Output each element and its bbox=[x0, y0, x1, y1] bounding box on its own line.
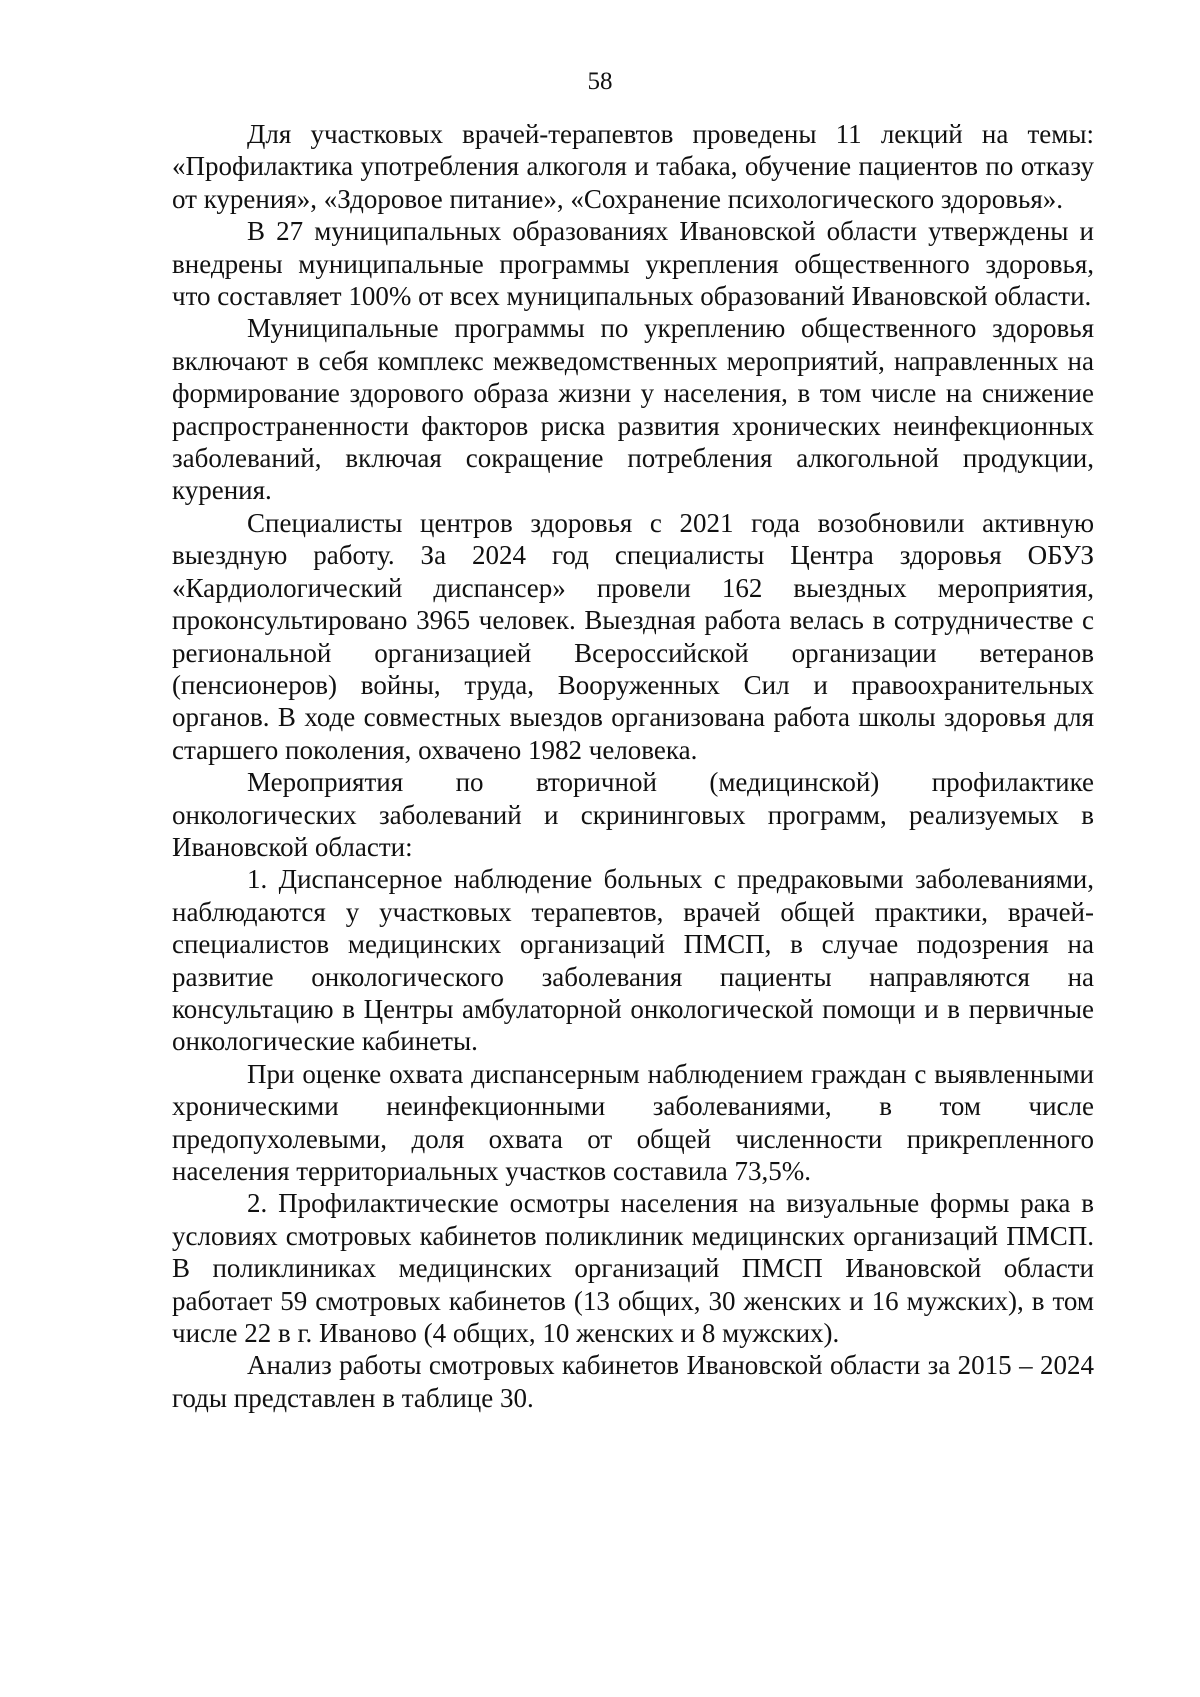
page-number: 58 bbox=[587, 68, 613, 95]
paragraph-municipal-programs: В 27 муниципальных образованиях Ивановской области утверждены и внедрены муниципальные программы укрепления общественного здоровья, что составляет 100% от всех муниципальных образований Ивановской области. bbox=[172, 216, 1094, 312]
body-text bbox=[172, 118, 1094, 1414]
paragraph-coverage: При оценке охвата диспансерным наблюдением граждан с выявленными хроническими неинфекционными заболеваниями, в том числе предопухолевыми, доля охвата от общей численности прикрепленного населения территориальных участков составила 73,5%. bbox=[172, 1058, 1094, 1186]
paragraph-lectures: Для участковых врачей-терапевтов проведены 11 лекций на темы: «Профилактика употребления алкоголя и табака, обучение пациентов по отказу от курения», «Здоровое питание», «Сохранение психологического здоровья». bbox=[172, 119, 1094, 214]
paragraph-analysis: Анализ работы смотровых кабинетов Ивановской области за 2015 – 2024 годы представлен в таблице 30. bbox=[172, 1350, 1094, 1413]
paragraph-health-centers: Специалисты центров здоровья с 2021 года возобновили активную выездную работу. За 2024 год специалисты Центра здоровья ОБУЗ «Кардиологический диспансер» провели 162 выездных мероприятия, проконсультировано 3965 человек. Выездная работа велась в сотрудничестве с региональной организацией Всероссийской организации ветеранов (пенсионеров) войны, труда, Вооруженных Сил и правоохранительных органов. В ходе совместных выездов организована работа школы здоровья для старшего поколения, охвачено 1982 человека. bbox=[172, 507, 1094, 765]
paragraph-program-content: Муниципальные программы по укреплению общественного здоровья включают в себя комплекс межведомственных мероприятий, направленных на формирование здорового образа жизни у населения, в том числе на снижение распространенности факторов риска развития хронических неинфекционных заболеваний, включая сокращение потребления алкогольной продукции, курения. bbox=[172, 313, 1094, 506]
paragraph-secondary-prevention: Мероприятия по вторичной (медицинской) профилактике онкологических заболеваний и скрининговых программ, реализуемых в Ивановской области: bbox=[172, 767, 1094, 862]
paragraph-item-2: 2. Профилактические осмотры населения на визуальные формы рака в условиях смотровых кабинетов поликлиник медицинских организаций ПМСП. В поликлиниках медицинских организаций ПМСП Ивановской области работает 59 смотровых кабинетов (13 общих, 30 женских и 16 мужских), в том числе 22 в г. Иваново (4 общих, 10 женских и 8 мужских). bbox=[172, 1188, 1094, 1349]
paragraph-item-1: 1. Диспансерное наблюдение больных с предраковыми заболеваниями, наблюдаются у участковых терапевтов, врачей общей практики, врачей-специалистов медицинских организаций ПМСП, в случае подозрения на развитие онкологического заболевания пациенты направляются на консультацию в Центры амбулаторной онкологической помощи и в первичные онкологические кабинеты. bbox=[172, 864, 1094, 1057]
